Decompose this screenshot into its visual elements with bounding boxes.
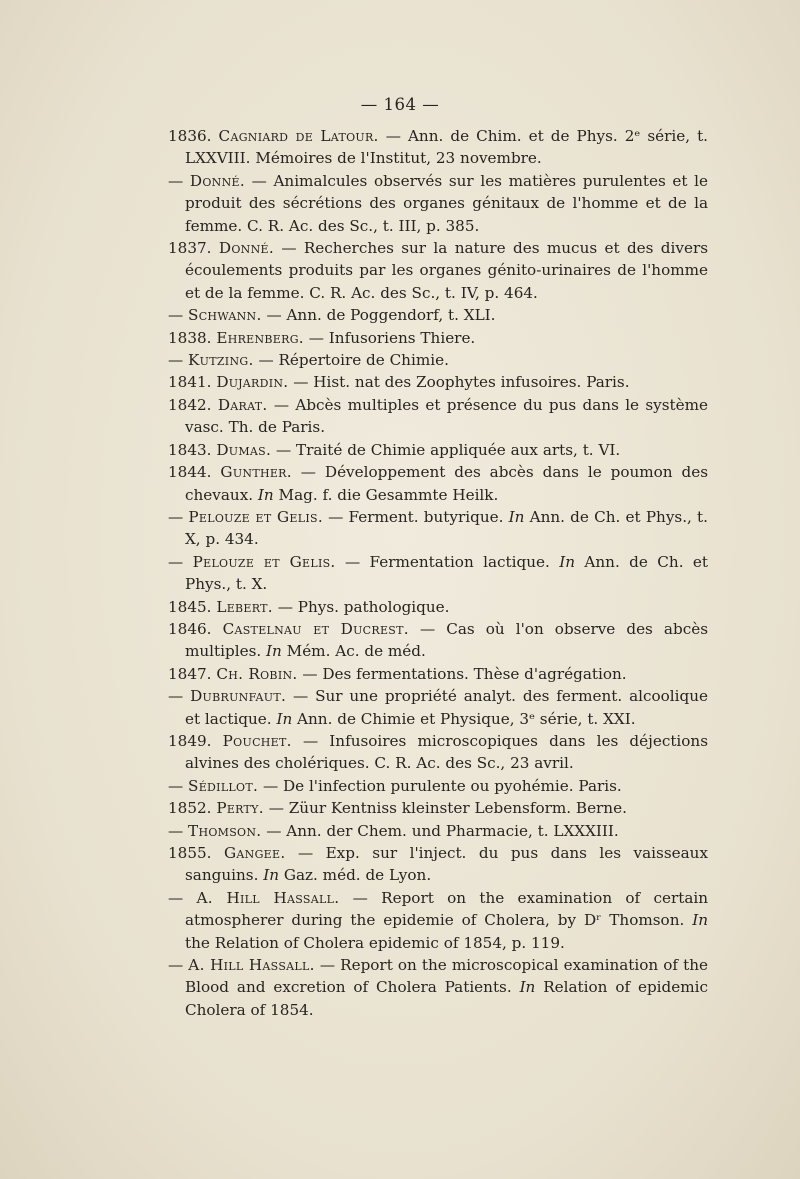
entry-author: Ch. Robin. <box>216 664 298 683</box>
entry-work: — Exp. sur l'inject. du pus dans les vaisseaux sanguins. In Gaz. méd. de Lyon. <box>185 844 709 885</box>
entry-work: — Des fermentations. Thèse d'agrégation. <box>302 664 627 683</box>
entry-author: Sédillot. <box>188 776 259 795</box>
entry-year: — <box>168 888 184 907</box>
entry-year: — <box>168 687 184 706</box>
entry-author: Schwann. <box>188 306 262 325</box>
entry-year: — <box>168 351 184 370</box>
entry-author: Donné. <box>218 239 274 258</box>
entry-work: — Développement des abcès dans le poumon des chevaux. In Mag. f. die Gesammte Heilk. <box>185 463 708 504</box>
bibliography-entry <box>168 327 708 349</box>
entry-work: — Infusoires microscopiques dans les déjections alvines des cholériques. C. R. Ac. des Sc., 23 avril. <box>185 731 709 773</box>
entry-work: — Traité de Chimie appliquée aux arts, t. VI. <box>275 440 621 459</box>
bibliography-entry <box>168 439 708 461</box>
page-number: — 164 — <box>360 95 440 114</box>
entry-author: Gunther. <box>220 463 292 482</box>
entry-author: Dujardin. <box>216 373 289 392</box>
bibliography-entry <box>168 125 708 170</box>
entry-author: Ehrenberg. <box>216 328 304 347</box>
entry-year: — <box>168 956 184 975</box>
entry-year: 1852. <box>168 799 212 818</box>
entry-year: 1836. <box>168 127 212 145</box>
entry-author: Lebert. <box>216 597 273 616</box>
entry-author: Dubrunfaut. <box>190 687 287 706</box>
entry-author: A. Hill Hassall. <box>196 888 340 907</box>
entry-work: — Infusoriens Thiere. <box>308 328 476 347</box>
entry-author: Castelnau et Ducrest. <box>222 619 409 638</box>
entry-year: 1838. <box>168 328 212 347</box>
entry-work: — Cas où l'on observe des abcès multiples. In Mém. Ac. de méd. <box>185 619 708 661</box>
entry-author: Gangee. <box>223 844 286 862</box>
bibliography-entry <box>168 820 708 842</box>
bibliography-entry <box>168 304 708 326</box>
entry-author: Dumas. <box>216 440 272 459</box>
entry-year: 1845. <box>168 597 212 616</box>
entry-year: 1841. <box>168 373 212 392</box>
entry-author: Darat. <box>217 395 268 414</box>
entry-author: Pouchet. <box>222 731 292 750</box>
entry-author: Cagniard de Latour. <box>218 127 379 145</box>
entry-work: — Ferment. butyrique. In Ann. de Ch. et Phys., t. X, p. 434. <box>185 507 708 549</box>
entry-year: 1847. <box>168 664 212 683</box>
bibliography-entry <box>168 797 708 819</box>
entry-work: — Report on the microscopical examination of the Blood and excretion of Cholera Patients. In Relation of epidemic Cholera of 1854. <box>185 956 709 1019</box>
entry-work: — Ann. de Poggendorf, t. XLI. <box>266 306 496 325</box>
entry-author: Donné. <box>189 171 245 190</box>
entry-work: — De l'infection purulente ou pyohémie. Paris. <box>262 776 622 795</box>
entry-author: Kutzing. <box>188 351 254 370</box>
entry-work: — Ann. de Chim. et de Phys. 2ᵉ série, t. LXXVIII. Mémoires de l'Institut, 23 novembre. <box>185 127 709 168</box>
entry-year: — <box>168 507 184 526</box>
bibliography-entry <box>168 371 708 393</box>
bibliography-entry <box>168 663 708 685</box>
entry-work: — Recherches sur la nature des mucus et des divers écoulements produits par les organes génito-urinaires de l'homme et de la femme. C. R. Ac. des Sc., t. IV, p. 464. <box>185 239 708 302</box>
entry-year: 1846. <box>168 619 212 638</box>
entry-work: — Animalcules observés sur les matières purulentes et le produit des sécrétions des organes génitaux de l'homme et de la femme. C. R. Ac. des Sc., t. III, p. 385. <box>185 171 709 235</box>
entry-year: 1849. <box>168 731 212 750</box>
bibliography-entry <box>168 887 708 954</box>
bibliography-entry <box>168 730 708 775</box>
entry-author: A. Hill Hassall. <box>188 956 315 975</box>
bibliography-entry <box>168 842 708 887</box>
entry-work: — Abcès multiples et présence du pus dans le système vasc. Th. de Paris. <box>185 395 709 437</box>
entry-author: Perty. <box>216 799 264 818</box>
entry-author: Pelouze et Gelis. <box>188 507 323 526</box>
bibliography-entry <box>168 596 708 618</box>
entry-work: — Sur une propriété analyt. des ferment. alcoolique et lactique. In Ann. de Chimie et Physique, 3ᵉ série, t. XXI. <box>185 687 708 728</box>
entry-year: — <box>168 821 184 840</box>
bibliography-entry <box>168 685 708 730</box>
entry-year: 1837. <box>168 239 212 258</box>
entry-author: Pelouze et Gelis. <box>192 552 336 571</box>
bibliography-entry <box>168 506 708 551</box>
entry-author: Thomson. <box>188 821 262 840</box>
entry-work: — Ann. der Chem. und Pharmacie, t. LXXXIII. <box>266 821 619 840</box>
entry-work: — Fermentation lactique. In Ann. de Ch. et Phys., t. X. <box>185 552 709 594</box>
entry-year: — <box>168 776 184 795</box>
entry-year: — <box>168 171 184 190</box>
bibliography-entry <box>168 237 708 304</box>
entry-year: 1855. <box>168 844 212 862</box>
bibliography-entry <box>168 461 708 506</box>
bibliography-entry <box>168 551 708 596</box>
entry-year: — <box>168 552 184 571</box>
bibliography-entry <box>168 349 708 371</box>
entry-year: 1843. <box>168 440 212 459</box>
entry-work: — Répertoire de Chimie. <box>258 351 449 370</box>
bibliography-entry <box>168 618 708 663</box>
entry-work: — Phys. pathologique. <box>277 597 450 616</box>
entry-year: — <box>168 306 184 325</box>
entry-year: 1842. <box>168 395 212 414</box>
bibliography-entry <box>168 170 708 237</box>
entry-work: — Hist. nat des Zoophytes infusoires. Paris. <box>293 373 630 392</box>
entry-work: — Züur Kentniss kleinster Lebensform. Berne. <box>268 799 627 818</box>
bibliography-entry <box>168 954 708 1021</box>
bibliography-list <box>168 125 708 1021</box>
bibliography-entry <box>168 394 708 439</box>
bibliography-entry <box>168 775 708 797</box>
entry-work: — Report on the examination of certain atmospherer during the epidemie of Cholera, by Dʳ Thomson. In the Relation of Cholera epidemic of 1854, p. 119. <box>185 888 709 952</box>
entry-year: 1844. <box>168 463 212 482</box>
